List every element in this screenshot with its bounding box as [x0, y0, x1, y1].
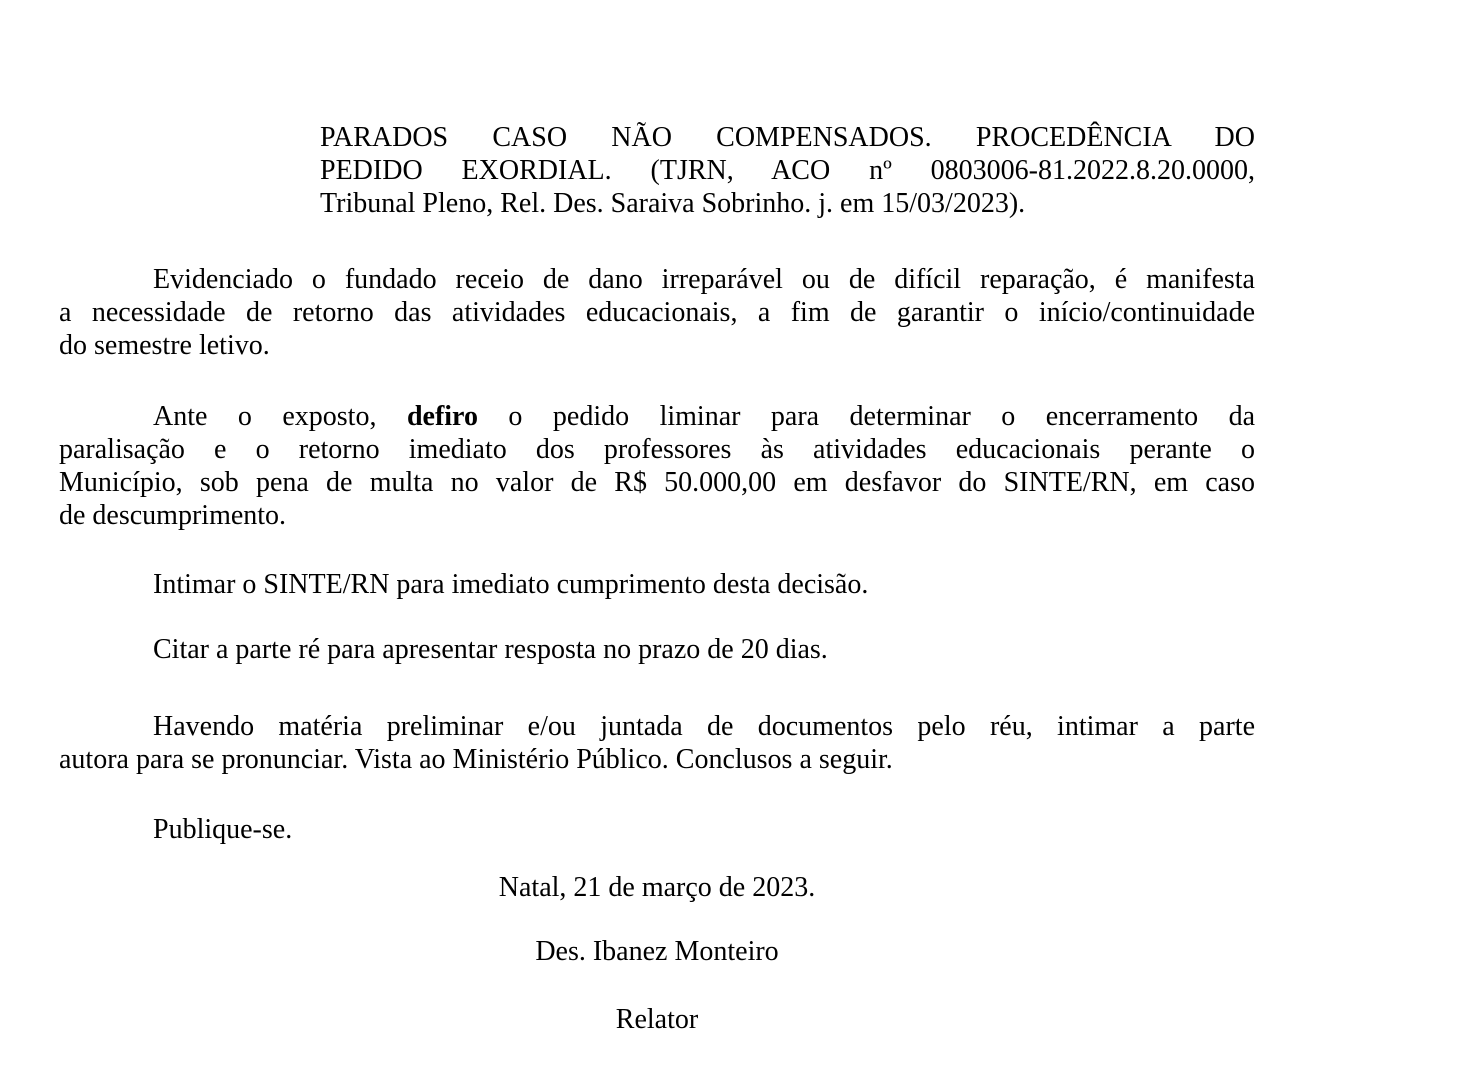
paragraph-line: paralisação e o retorno imediato dos professores às atividades educacionais perante o	[59, 434, 1255, 465]
paragraph-line: Havendo matéria preliminar e/ou juntada de documentos pelo réu, intimar a parte	[153, 711, 1255, 742]
citation-line: Tribunal Pleno, Rel. Des. Saraiva Sobrinho. j. em 15/03/2023).	[320, 188, 1026, 219]
ante-pre-text: Ante o exposto,	[153, 401, 407, 432]
date-line: Natal, 21 de março de 2023.	[498, 872, 816, 903]
paragraph-havendo	[59, 710, 1255, 776]
ante-post-text: o pedido liminar para determinar o encerramento da	[477, 401, 1255, 432]
paragraph-intimar	[59, 568, 1255, 601]
signature-name: Des. Ibanez Monteiro	[535, 936, 779, 967]
paragraph-line: Evidenciado o fundado receio de dano irreparável ou de difícil reparação, é manifesta	[153, 264, 1255, 295]
paragraph-line: de descumprimento.	[59, 500, 287, 531]
paragraph-citar	[59, 633, 1255, 666]
paragraph-line: Município, sob pena de multa no valor de R$ 50.000,00 em desfavor do SINTE/RN, em caso	[59, 467, 1255, 498]
citation-block	[320, 121, 1255, 220]
paragraph-ante-exposto	[59, 400, 1255, 532]
paragraph-line: a necessidade de retorno das atividades educacionais, a fim de garantir o início/continuidade	[59, 297, 1255, 328]
paragraph-line: Publique-se.	[153, 814, 293, 845]
signature-role: Relator	[615, 1004, 699, 1035]
paragraph-line: Intimar o SINTE/RN para imediato cumprimento desta decisão.	[153, 569, 869, 600]
paragraph-line: do semestre letivo.	[59, 330, 270, 361]
defiro-bold-text: defiro	[406, 401, 478, 432]
paragraph-publique-se	[59, 813, 1255, 846]
paragraph-line	[59, 400, 1255, 433]
paragraph-line: Citar a parte ré para apresentar resposta no prazo de 20 dias.	[153, 634, 828, 665]
citation-line: PARADOS CASO NÃO COMPENSADOS. PROCEDÊNCIA DO	[320, 122, 1255, 153]
paragraph-line: autora para se pronunciar. Vista ao Ministério Público. Conclusos a seguir.	[59, 744, 893, 775]
paragraph-evidenciado	[59, 263, 1255, 362]
citation-line: PEDIDO EXORDIAL. (TJRN, ACO nº 0803006-81.2022.8.20.0000,	[320, 155, 1255, 186]
